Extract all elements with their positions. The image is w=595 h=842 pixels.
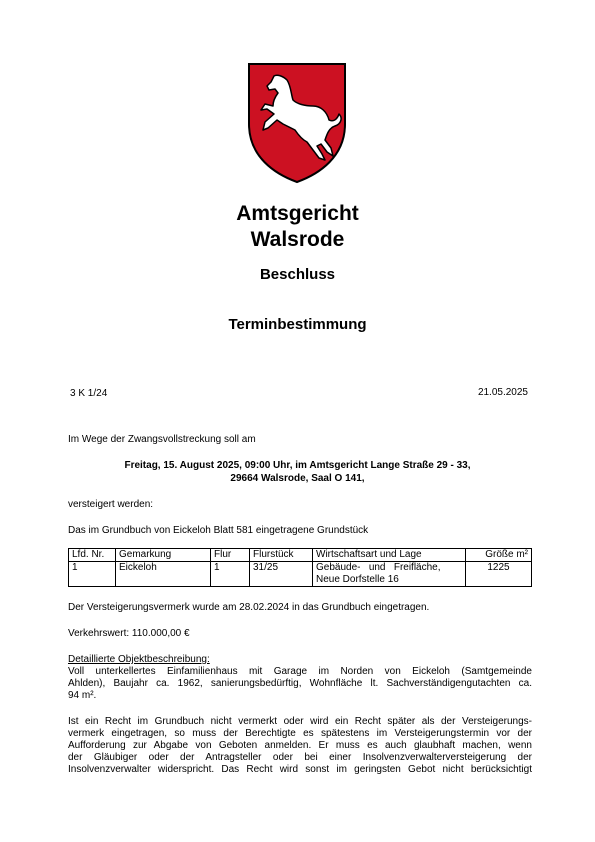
table-header: Flurstück [250,549,313,562]
court-name-line2: Walsrode [250,228,345,251]
table-header: Lfd. Nr. [69,549,116,562]
cell-flurstueck: 31/25 [250,562,313,587]
description-line: Voll unterkellertes Einfamilienhaus mit Garage im Norden von Eickeloh (Samtgemeinde [68,666,532,677]
register-text: Das im Grundbuch von Eickeloh Blatt 581 eingetragene Grundstück [68,525,369,536]
description-heading: Detaillierte Objektbeschreibung: [68,654,210,665]
auction-text: versteigert werden: [68,499,154,510]
table-header: Flur [211,549,250,562]
table-header: Wirtschaftsart und Lage [313,549,466,562]
rights-line: Aufforderung zur Abgabe von Geboten anmelden. Er muss es auch glaubhaft machen, wenn [68,740,532,751]
cell-groesse: 1225 [466,562,532,587]
cell-lage-line2: Neue Dorfstelle 16 [316,574,399,585]
rights-line: vermerk eingetragen, so muss der Berechtigte es spätestens im Versteigerungstermin vor der [68,728,532,739]
document-type: Beschluss [259,266,336,283]
cell-lage [313,562,466,587]
rights-line: der Gläubiger oder der Antragsteller oder bei einer Insolvenzverwalterversteigerung der [68,752,532,763]
document-date: 21.05.2025 [477,387,528,398]
table-header-row [69,549,532,562]
cell-lage-line1: Gebäude- und Freifläche, [316,562,441,573]
rights-paragraph [68,716,532,776]
description-line: Ahlden), Baujahr ca. 1962, sanierungsbedürftig, Wohnfläche lt. Sachverständigengutachten ca. [68,678,532,689]
cell-flur: 1 [211,562,250,587]
intro-text: Im Wege der Zwangsvollstreckung soll am [68,434,256,445]
vermerk-text: Der Versteigerungsvermerk wurde am 28.02.2024 in das Grundbuch eingetragen. [68,602,430,613]
rights-line: Ist ein Recht im Grundbuch nicht vermerkt oder wird ein Recht später als der Versteigerungs- [68,716,532,727]
coat-of-arms-icon [247,62,347,184]
court-name-line1: Amtsgericht [236,202,359,225]
rights-line: Insolvenzverwalter widerspricht. Das Recht wird sonst im geringsten Gebot nicht berücksichtigt [68,764,532,775]
description-paragraph [68,666,532,702]
table-header: Größe m² [466,549,532,562]
table-row [69,562,532,587]
document-subject: Terminbestimmung [228,316,367,333]
cell-nr: 1 [69,562,116,587]
file-number: 3 K 1/24 [70,388,108,399]
verkehrswert: Verkehrswert: 110.000,00 € [68,628,190,639]
appointment-line2: 29664 Walsrode, Saal O 141, [230,473,365,484]
appointment-line1: Freitag, 15. August 2025, 09:00 Uhr, im Amtsgericht Lange Straße 29 - 33, [124,460,471,471]
description-line: 94 m². [68,690,97,701]
property-table [68,548,532,587]
cell-gemarkung: Eickeloh [116,562,211,587]
table-header: Gemarkung [116,549,211,562]
